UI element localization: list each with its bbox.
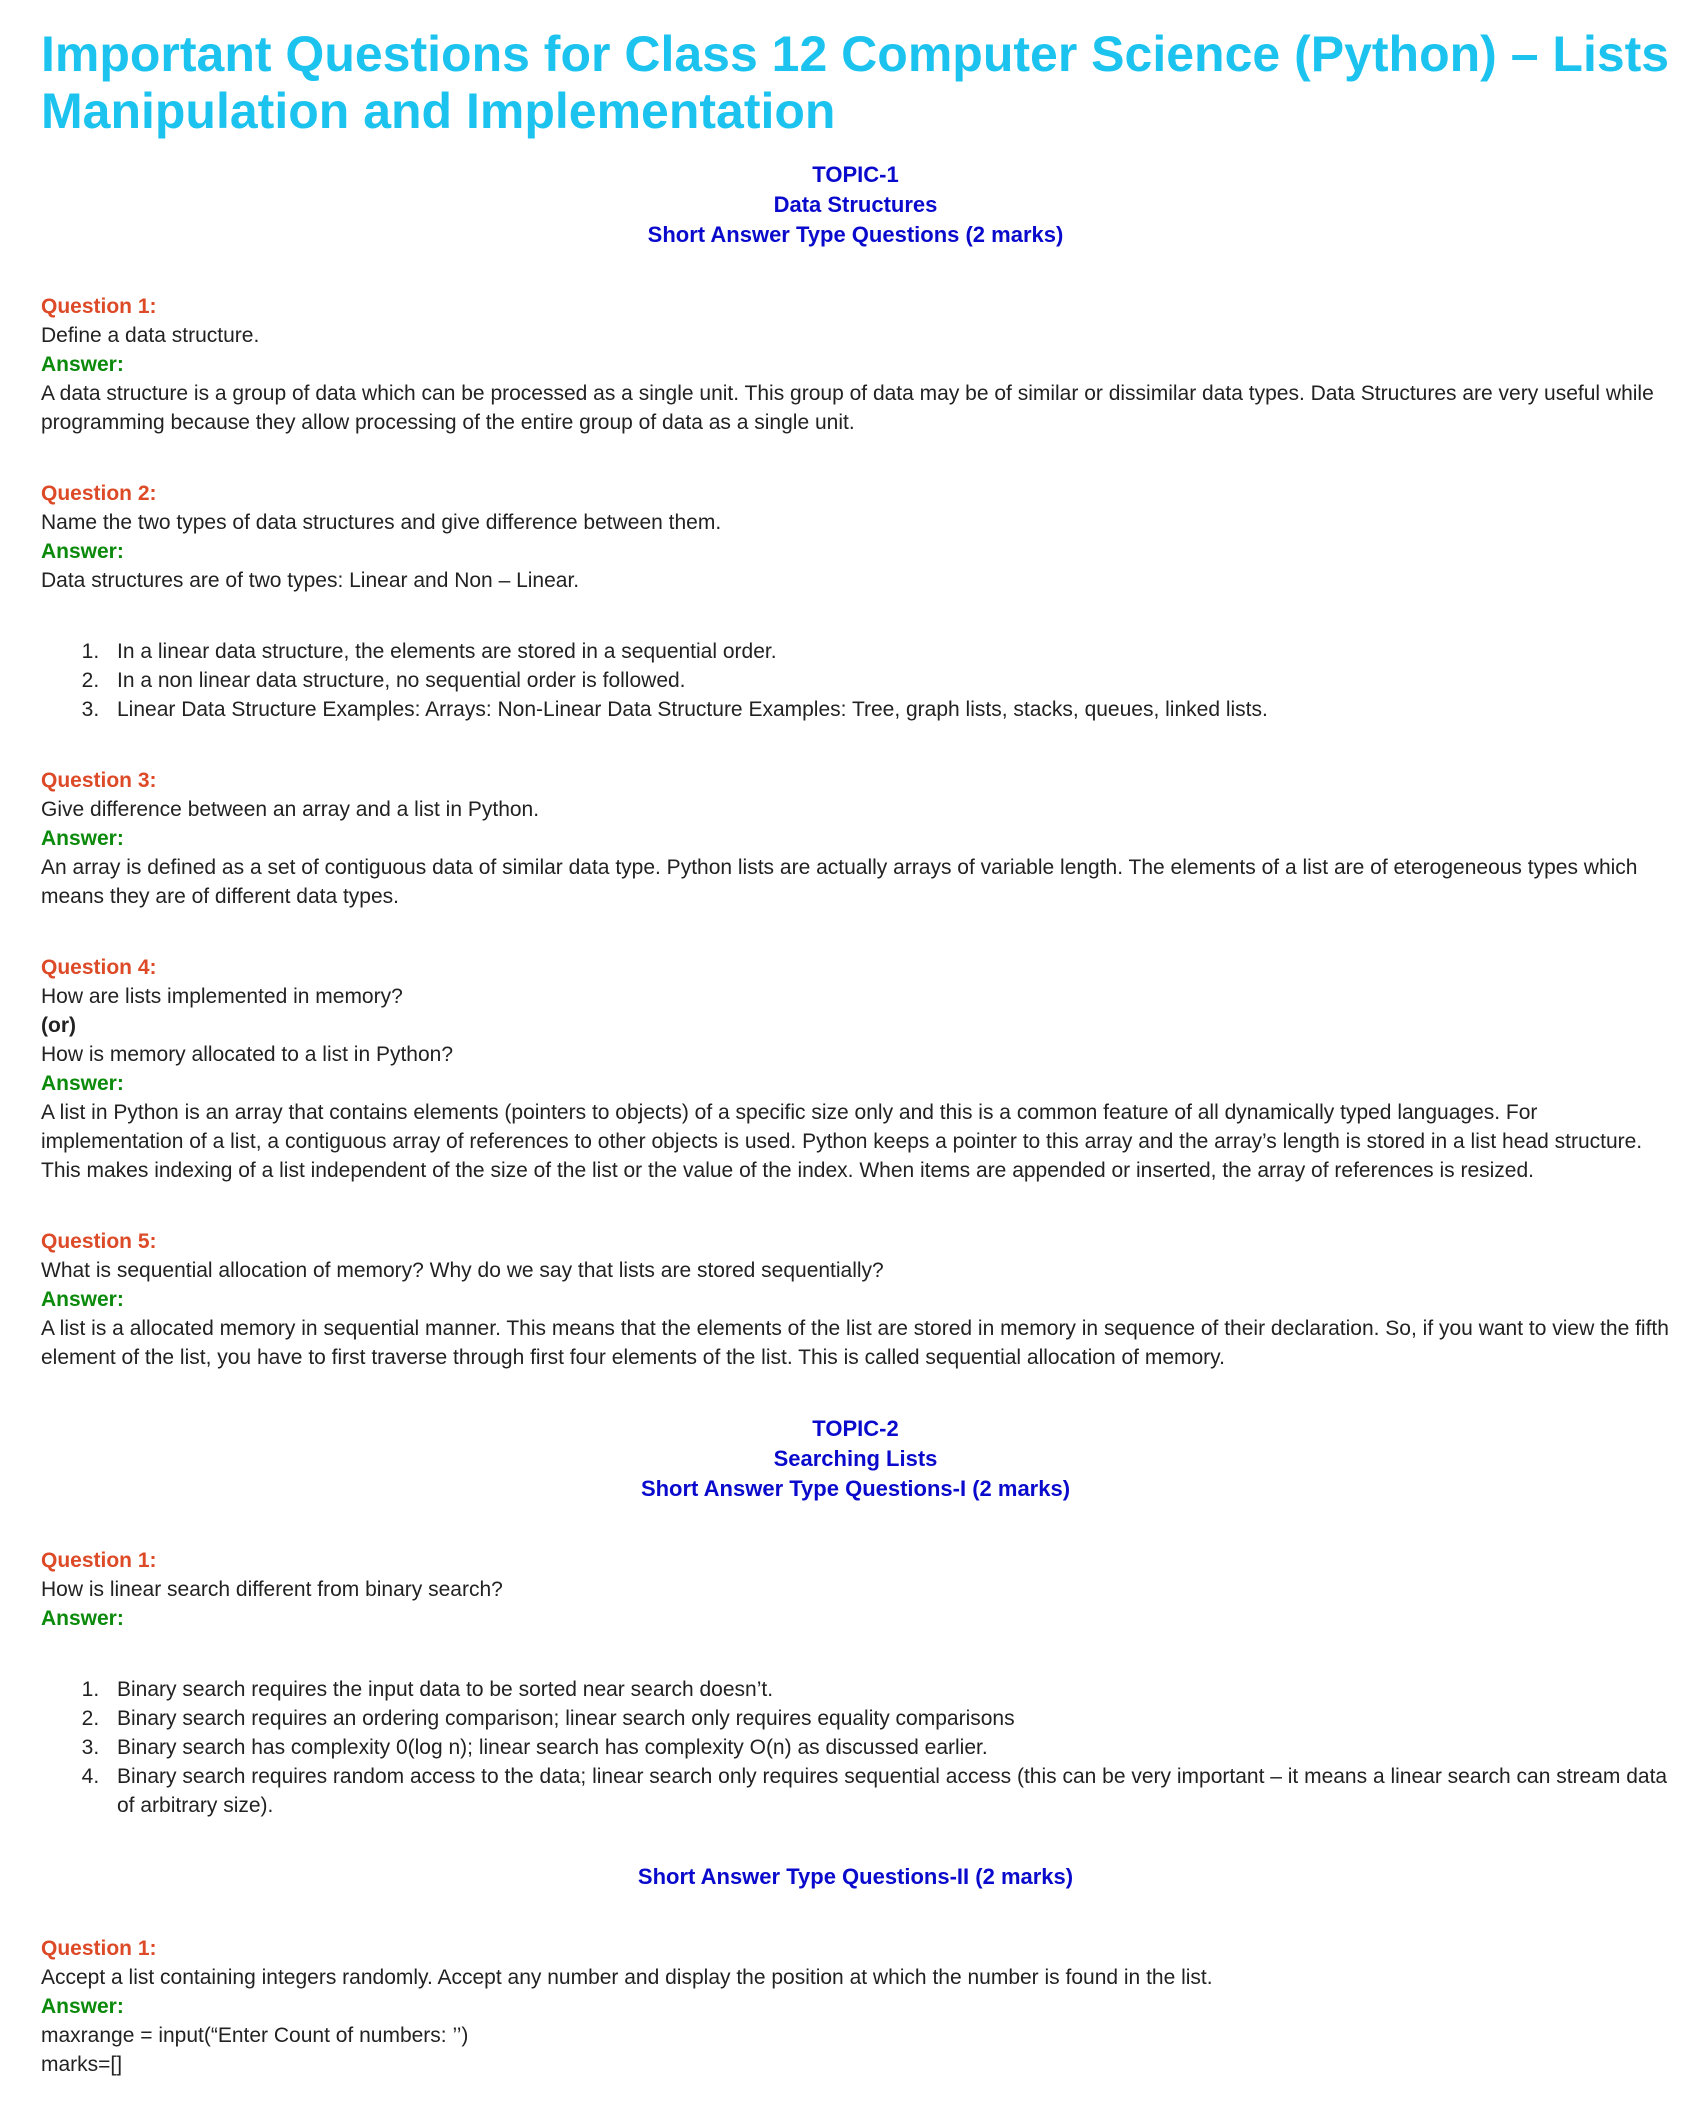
question-text: How are lists implemented in memory? (41, 985, 403, 1008)
question-label: Question 3: (41, 769, 157, 792)
question-block (41, 1227, 1670, 1372)
question-block (41, 1546, 1670, 1820)
answer-label: Answer: (41, 1072, 124, 1095)
answer-label: Answer: (41, 827, 124, 850)
answer-label: Answer: (41, 1288, 124, 1311)
question-label: Question 1: (41, 295, 157, 318)
page-title: Important Questions for Class 12 Computer Science (Python) – Lists Manipulation and Implementation (41, 26, 1670, 139)
answer-text: Data structures are of two types: Linear and Non – Linear. (41, 569, 580, 592)
topic-subtitle: Short Answer Type Questions (2 marks) (647, 222, 1064, 247)
question-label: Question 1: (41, 1549, 157, 1572)
topic-1-header (41, 160, 1670, 250)
topic-label: TOPIC-2 (812, 1416, 899, 1441)
question-text: How is linear search different from binary search? (41, 1578, 503, 1601)
list-item: 1. In a linear data structure, the elements are stored in a sequential order. (105, 637, 1670, 666)
question-text: Accept a list containing integers randomly. Accept any number and display the position at which the number is found in the list. (41, 1966, 1213, 1989)
question-text: Give difference between an array and a list in Python. (41, 798, 540, 821)
question-block (41, 292, 1670, 437)
section-subtitle: Short Answer Type Questions-II (2 marks) (637, 1864, 1074, 1889)
question-block (41, 479, 1670, 724)
list-item: 2. Binary search requires an ordering comparison; linear search only requires equality comparisons (105, 1704, 1670, 1733)
topic-name: Searching Lists (773, 1446, 938, 1471)
question-block (41, 766, 1670, 911)
answer-list (41, 637, 1670, 724)
question-label: Question 5: (41, 1230, 157, 1253)
or-label: (or) (41, 1014, 76, 1037)
question-label: Question 2: (41, 482, 157, 505)
answer-label: Answer: (41, 1607, 124, 1630)
answer-label: Answer: (41, 353, 124, 376)
answer-text: A list is a allocated memory in sequential manner. This means that the elements of the list are stored in memory in sequence of their declaration. So, if you want to view the fifth element of the list, you have to first traverse through first four elements of the list. This is called sequential allocation of memory. (41, 1317, 1669, 1369)
topic-label: TOPIC-1 (812, 162, 899, 187)
question-text: Name the two types of data structures and give difference between them. (41, 511, 722, 534)
list-item: 3. Binary search has complexity 0(log n); linear search has complexity O(n) as discussed earlier. (105, 1733, 1670, 1762)
question-block (41, 953, 1670, 1185)
code-line: marks=[] (41, 2053, 123, 2076)
answer-text: A list in Python is an array that contains elements (pointers to objects) of a specific size only and this is a common feature of all dynamically typed languages. For implementation of a list, a contiguous array of references to other objects is used. Python keeps a pointer to this array and the array’s length is stored in a list head structure. This makes indexing of a list independent of the size of the list or the value of the index. When items are appended or inserted, the array of references is resized. (41, 1101, 1643, 1182)
list-item: 2. In a non linear data structure, no sequential order is followed. (105, 666, 1670, 695)
question-text-alt: How is memory allocated to a list in Python? (41, 1043, 454, 1066)
question-text: Define a data structure. (41, 324, 260, 347)
question-label: Question 1: (41, 1937, 157, 1960)
answer-label: Answer: (41, 540, 124, 563)
answer-text: A data structure is a group of data which can be processed as a single unit. This group of data may be of similar or dissimilar data types. Data Structures are very useful while programming because they allow processing of the entire group of data as a single unit. (41, 382, 1654, 434)
question-text: What is sequential allocation of memory? Why do we say that lists are stored sequentially? (41, 1259, 884, 1282)
topic-subtitle: Short Answer Type Questions-I (2 marks) (640, 1476, 1071, 1501)
answer-text: An array is defined as a set of contiguous data of similar data type. Python lists are actually arrays of variable length. The elements of a list are of eterogeneous types which means they are of different data types. (41, 856, 1638, 908)
topic-2-header (41, 1414, 1670, 1504)
question-block (41, 1934, 1670, 2079)
list-item: 4. Binary search requires random access to the data; linear search only requires sequential access (this can be very important – it means a linear search can stream data of arbitrary size). (105, 1762, 1670, 1820)
list-item: 3. Linear Data Structure Examples: Arrays: Non-Linear Data Structure Examples: Tree, graph lists, stacks, queues, linked lists. (105, 695, 1670, 724)
answer-list (41, 1675, 1670, 1820)
code-line: maxrange = input(“Enter Count of numbers: ’’) (41, 2024, 469, 2047)
list-item: 1. Binary search requires the input data to be sorted near search doesn’t. (105, 1675, 1670, 1704)
question-label: Question 4: (41, 956, 157, 979)
topic-name: Data Structures (773, 192, 938, 217)
answer-label: Answer: (41, 1995, 124, 2018)
